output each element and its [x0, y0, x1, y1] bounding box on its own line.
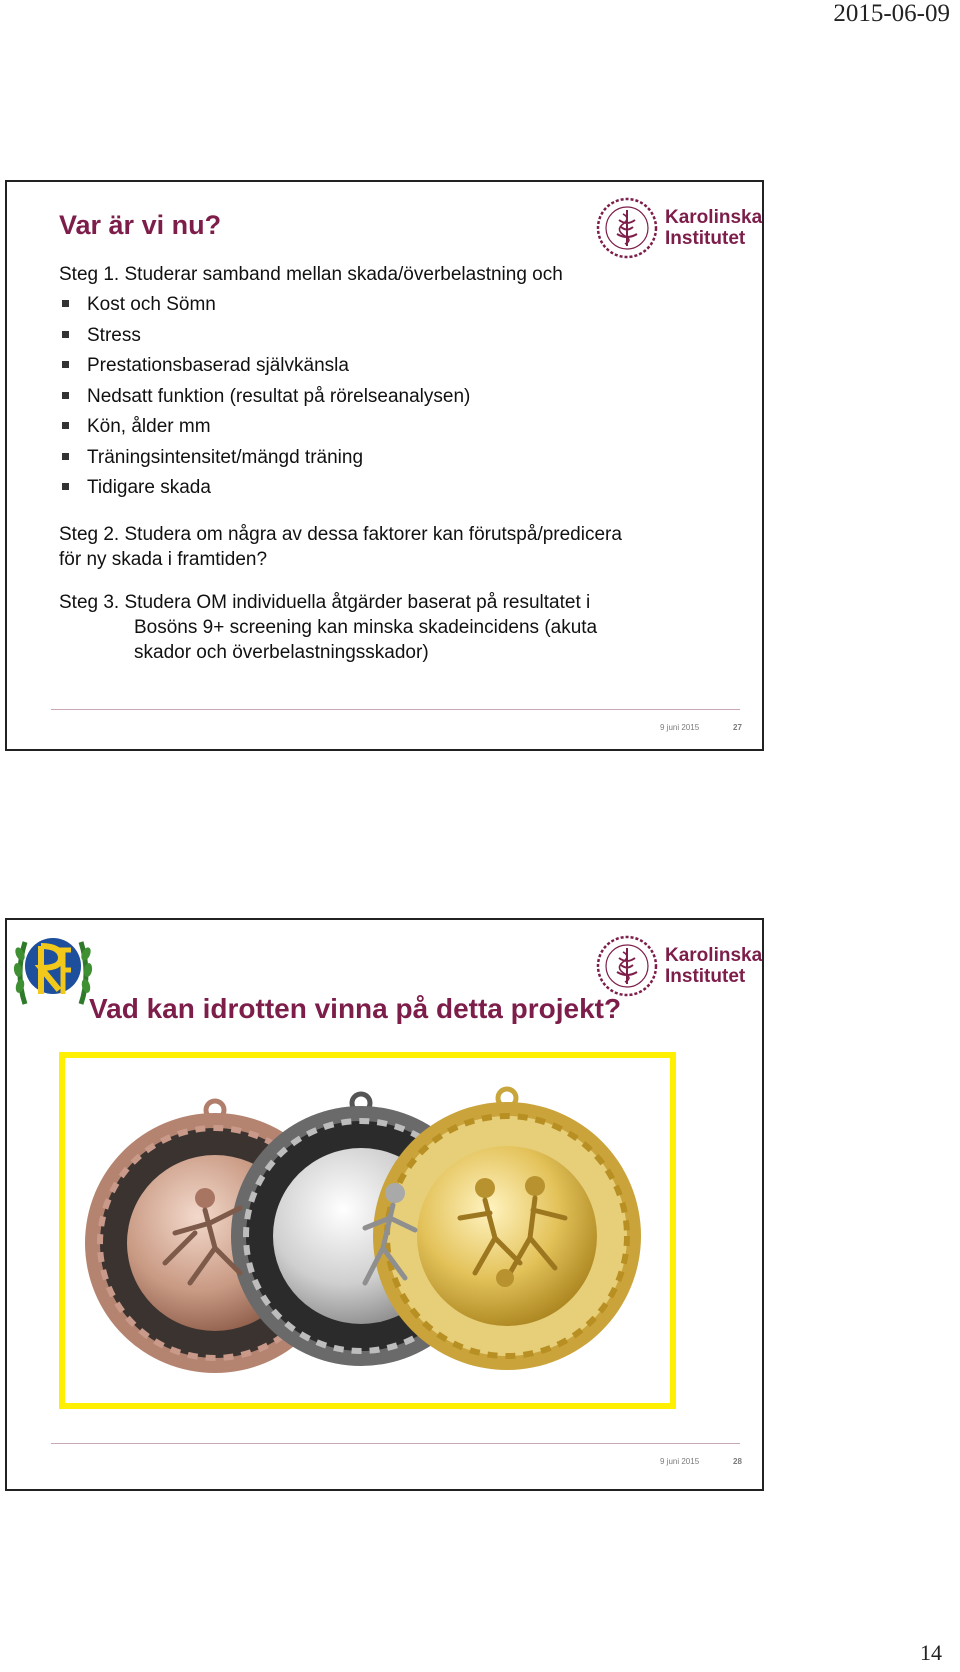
logo-line-1: Karolinska: [665, 207, 763, 228]
slide-number: 27: [733, 723, 742, 732]
list-item-label: Kost och Sömn: [87, 294, 216, 315]
bullet-square-icon: [62, 331, 69, 338]
bullet-square-icon: [62, 392, 69, 399]
medals-image: [59, 1052, 676, 1409]
footer-date: 9 juni 2015: [660, 723, 700, 732]
list-item: [59, 382, 719, 413]
step-3-line-1: Steg 3. Studera OM individuella åtgärder baserat på resultatet i: [59, 591, 591, 613]
slide-title: Var är vi nu?: [59, 210, 222, 240]
bullet-square-icon: [62, 300, 69, 307]
karolinska-seal-icon: [595, 196, 659, 260]
list-item-label: Träningsintensitet/mängd träning: [87, 446, 364, 468]
logo-line-1: Karolinska: [665, 945, 763, 966]
list-item-label: Kön, ålder mm: [87, 416, 211, 437]
bullet-square-icon: [62, 361, 69, 368]
step-2-line-2: för ny skada i framtiden?: [59, 548, 268, 570]
rf-logo-icon: [11, 924, 95, 1010]
slide-title: Vad kan idrotten vinna på detta projekt?: [89, 993, 622, 1024]
logo-line-2: Institutet: [665, 966, 746, 987]
list-item-label: Tidigare skada: [87, 477, 211, 498]
slide-28: [5, 918, 764, 1491]
footer-date: 9 juni 2015: [660, 1457, 700, 1466]
bullet-square-icon: [62, 453, 69, 460]
page-number: 14: [920, 1640, 942, 1665]
factor-list: [59, 290, 719, 504]
karolinska-logo: [595, 196, 762, 260]
list-item-label: Stress: [87, 324, 141, 346]
karolinska-seal-icon: [595, 934, 659, 998]
slide-number: 28: [733, 1457, 742, 1466]
step-1-text: Steg 1. Studerar samband mellan skada/överbelastning och: [59, 264, 563, 285]
slide-body: [59, 260, 719, 665]
list-item: [59, 351, 719, 382]
list-item: [59, 443, 719, 474]
step-3-line-2: Bosöns 9+ screening kan minska skadeincidens (akuta: [134, 616, 598, 638]
bullet-square-icon: [62, 483, 69, 490]
list-item-label: Nedsatt funktion (resultat på rörelseanalysen): [87, 385, 471, 407]
logo-line-2: Institutet: [665, 228, 746, 249]
footer-divider: [51, 1443, 740, 1444]
bullet-square-icon: [62, 422, 69, 429]
footer-divider: [51, 709, 740, 710]
slide-27: [5, 180, 764, 751]
list-item: [59, 473, 719, 504]
list-item: [59, 321, 719, 352]
step-3-line-3: skador och överbelastningsskador): [134, 641, 429, 663]
list-item-label: Prestationsbaserad självkänsla: [87, 355, 349, 376]
list-item: [59, 290, 719, 321]
list-item: [59, 412, 719, 443]
step-2-line-1: Steg 2. Studera om några av dessa faktorer kan förutspå/predicera: [59, 523, 622, 545]
page-date: 2015-06-09: [833, 0, 950, 27]
karolinska-logo: [595, 934, 762, 998]
